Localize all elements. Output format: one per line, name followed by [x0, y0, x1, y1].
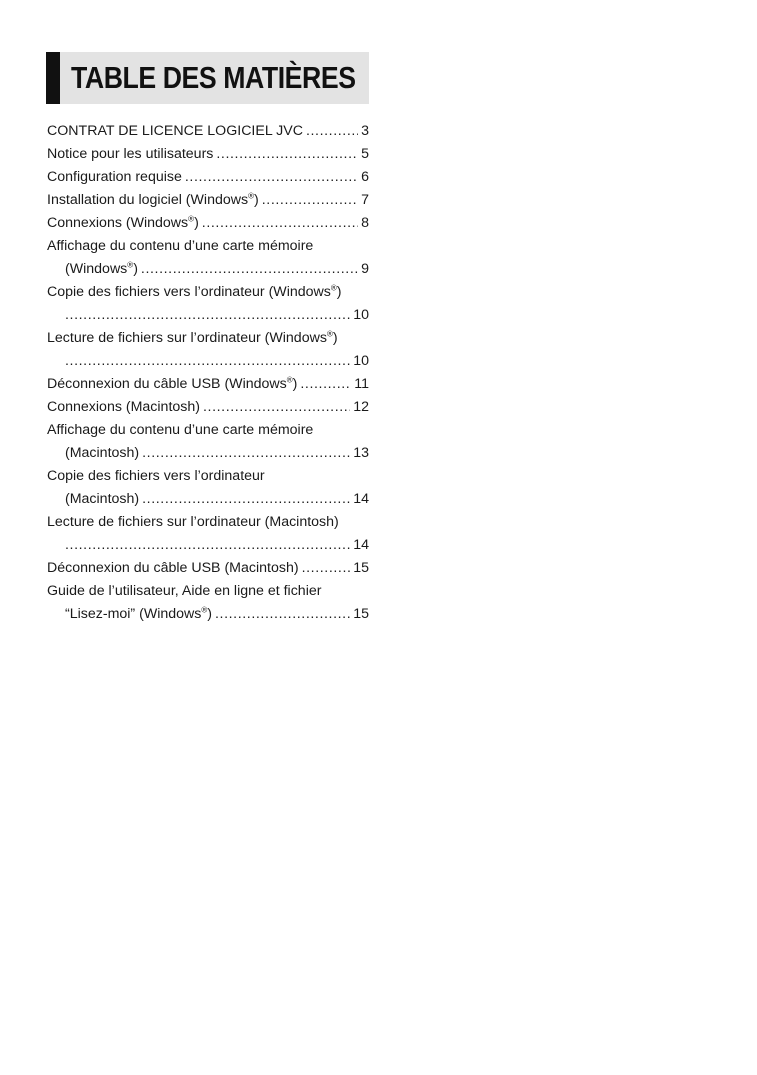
toc-leader-dots	[203, 396, 350, 419]
toc-page-number: 9	[361, 261, 369, 277]
registered-mark: ®	[188, 214, 195, 224]
toc-entry[interactable]	[47, 327, 369, 373]
toc-leader-dots	[141, 258, 358, 281]
toc-entry-continuation: “Lisez-moi” (Windows®)	[65, 605, 213, 622]
toc-entry[interactable]	[47, 212, 369, 235]
toc-page-number: 6	[361, 169, 369, 185]
toc-entry-title: Affichage du contenu d’une carte mémoire	[47, 238, 314, 254]
toc-page-number: 5	[361, 146, 369, 162]
toc-entry-title: Connexions (Macintosh)	[47, 399, 200, 415]
toc-entry[interactable]	[47, 373, 369, 396]
toc-page-number: 15	[353, 606, 369, 622]
registered-mark: ®	[201, 605, 208, 615]
toc-entry-continuation: (Macintosh)	[65, 445, 140, 461]
page-title: TABLE DES MATIÈRES	[71, 60, 356, 95]
toc-page-number: 7	[361, 192, 369, 208]
toc-page-number: 14	[353, 537, 369, 553]
toc-leader-dots	[300, 373, 351, 396]
toc-entry-title: Configuration requise	[47, 169, 182, 185]
toc-entry[interactable]	[47, 235, 369, 281]
registered-mark: ®	[326, 329, 333, 339]
registered-mark: ®	[127, 260, 134, 270]
toc-page-number: 14	[353, 491, 369, 507]
toc-entry-title: CONTRAT DE LICENCE LOGICIEL JVC	[47, 123, 303, 139]
registered-mark: ®	[248, 191, 254, 201]
table-of-contents	[47, 120, 369, 626]
toc-leader-dots	[216, 143, 358, 166]
toc-leader-dots	[142, 488, 350, 511]
toc-leader-dots	[65, 350, 350, 373]
toc-entry-title: Déconnexion du câble USB (Windows®)	[47, 375, 298, 392]
registered-mark: ®	[330, 283, 337, 293]
toc-entry[interactable]	[47, 419, 369, 465]
toc-entry-continuation: (Windows®)	[65, 260, 138, 277]
registered-mark: ®	[286, 375, 293, 385]
toc-leader-dots	[65, 304, 350, 327]
toc-entry[interactable]	[47, 465, 369, 511]
toc-page-number: 11	[354, 376, 369, 392]
toc-page-number: 10	[353, 307, 369, 323]
toc-entry[interactable]	[47, 189, 369, 212]
section-header	[46, 52, 369, 104]
toc-leader-dots	[185, 166, 358, 189]
toc-page-number: 15	[353, 560, 369, 576]
toc-leader-dots	[142, 442, 350, 465]
toc-entry[interactable]	[47, 166, 369, 189]
toc-entry-title: Copie des fichiers vers l’ordinateur	[47, 468, 265, 484]
toc-leader-dots	[262, 189, 358, 212]
toc-entry-title: Lecture de fichiers sur l’ordinateur (Windows®)	[47, 329, 338, 346]
toc-entry[interactable]	[47, 281, 369, 327]
header-accent-bar	[46, 52, 60, 104]
toc-entry-title: Copie des fichiers vers l’ordinateur (Windows®)	[47, 283, 342, 300]
toc-leader-dots	[302, 557, 351, 580]
toc-entry-title: Guide de l’utilisateur, Aide en ligne et fichier	[47, 583, 322, 599]
toc-page-number: 12	[353, 399, 369, 415]
toc-entry[interactable]	[47, 511, 369, 557]
toc-leader-dots	[202, 212, 358, 235]
toc-page-number: 13	[353, 445, 369, 461]
toc-entry-title: Affichage du contenu d’une carte mémoire	[47, 422, 314, 438]
toc-leader-dots	[65, 534, 350, 557]
toc-entry[interactable]	[47, 557, 369, 580]
toc-entry-title: Connexions (Windows®)	[47, 214, 199, 231]
toc-entry-title: Déconnexion du câble USB (Macintosh)	[47, 560, 299, 576]
toc-page-number: 10	[353, 353, 369, 369]
toc-entry[interactable]	[47, 580, 369, 626]
toc-leader-dots	[215, 603, 350, 626]
toc-entry-title: Installation du logiciel (Windows®)	[47, 191, 259, 208]
toc-page-number: 3	[361, 123, 369, 139]
toc-page-number: 8	[361, 215, 369, 231]
toc-entry[interactable]	[47, 396, 369, 419]
toc-entry-title: Notice pour les utilisateurs	[47, 146, 214, 162]
toc-entry-title: Lecture de fichiers sur l’ordinateur (Macintosh)	[47, 514, 339, 530]
toc-leader-dots	[306, 120, 358, 143]
toc-entry[interactable]	[47, 120, 369, 143]
toc-entry-continuation: (Macintosh)	[65, 491, 140, 507]
toc-entry[interactable]	[47, 143, 369, 166]
